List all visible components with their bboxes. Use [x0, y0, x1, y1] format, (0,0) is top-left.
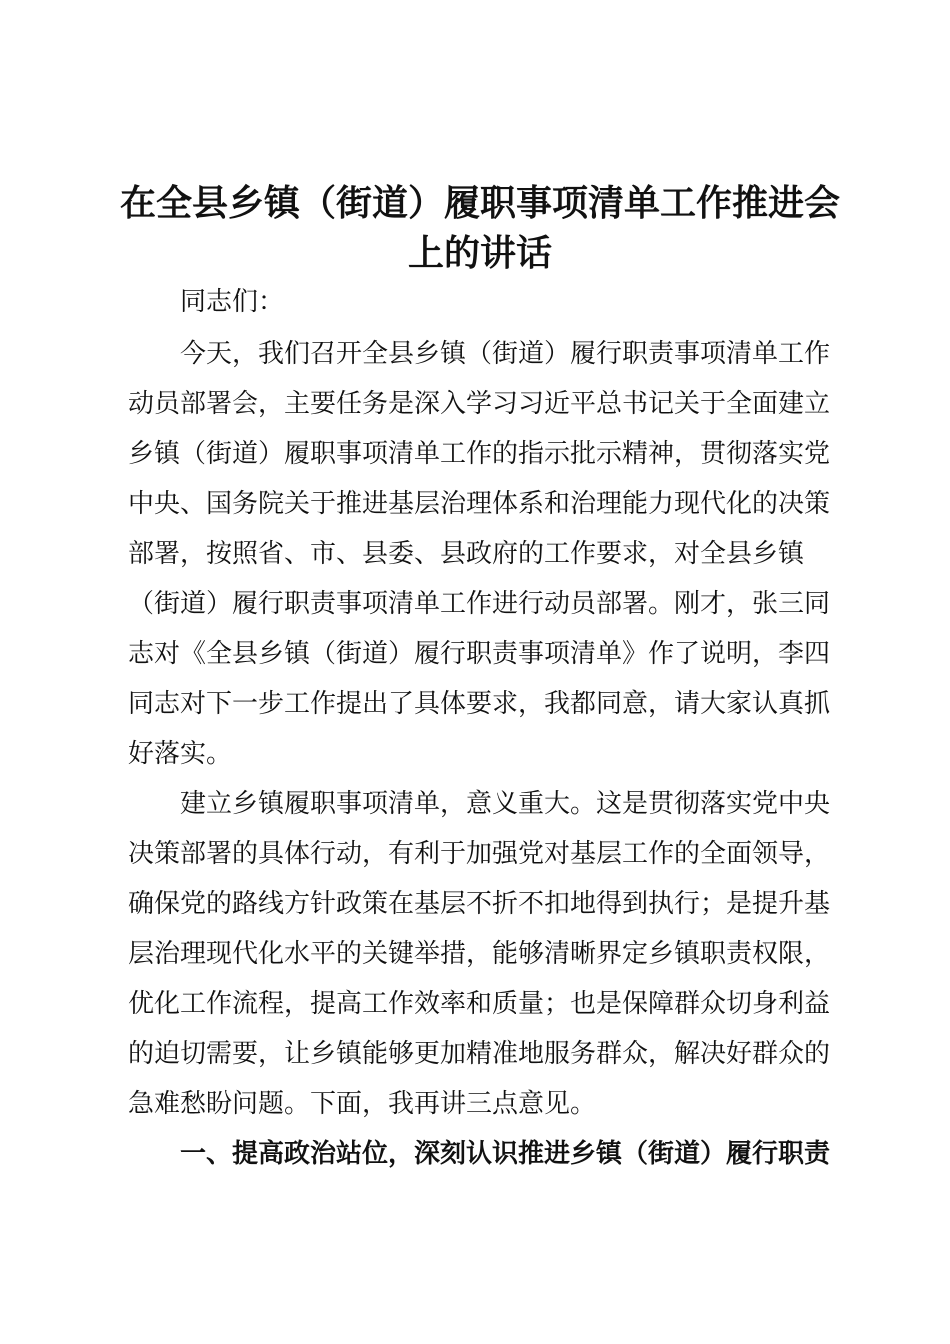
paragraph-1-line-3: 乡镇（街道）履职事项清单工作的指示批示精神，贯彻落实党 [128, 439, 831, 469]
salutation: 同志们： [180, 287, 285, 317]
paragraph-1-line-5: 部署，按照省、市、县委、县政府的工作要求，对全县乡镇 [128, 539, 805, 569]
paragraph-2-line-2: 决策部署的具体行动，有利于加强党对基层工作的全面领导， [128, 839, 831, 869]
paragraph-2-line-7: 急难愁盼问题。下面，我再讲三点意见。 [128, 1089, 597, 1119]
paragraph-1-line-6: （街道）履行职责事项清单工作进行动员部署。刚才，张三同 [128, 589, 831, 619]
section-heading-1: 一、提高政治站位，深刻认识推进乡镇（街道）履行职责 [180, 1139, 831, 1169]
paragraph-2-line-3: 确保党的路线方针政策在基层不折不扣地得到执行；是提升基 [128, 889, 831, 919]
paragraph-2-line-1: 建立乡镇履职事项清单，意义重大。这是贯彻落实党中央 [180, 789, 831, 819]
document-title-line-2: 上的讲话 [407, 233, 552, 274]
paragraph-2-line-6: 的迫切需要，让乡镇能够更加精准地服务群众，解决好群众的 [128, 1039, 831, 1069]
paragraph-1-line-4: 中央、国务院关于推进基层治理体系和治理能力现代化的决策 [128, 489, 831, 519]
paragraph-1-line-8: 同志对下一步工作提出了具体要求，我都同意，请大家认真抓 [128, 689, 831, 719]
paragraph-2-line-4: 层治理现代化水平的关键举措，能够清晰界定乡镇职责权限， [128, 939, 831, 969]
paragraph-1-line-2: 动员部署会，主要任务是深入学习习近平总书记关于全面建立 [128, 389, 831, 419]
paragraph-2-line-5: 优化工作流程，提高工作效率和质量；也是保障群众切身利益 [128, 989, 831, 1019]
paragraph-1-line-9: 好落实。 [128, 739, 233, 769]
document-title-line-1: 在全县乡镇（街道）履职事项清单工作推进会 [119, 183, 840, 224]
paragraph-1-line-7: 志对《全县乡镇（街道）履行职责事项清单》作了说明，李四 [128, 639, 831, 669]
paragraph-1-line-1: 今天，我们召开全县乡镇（街道）履行职责事项清单工作 [180, 339, 831, 369]
